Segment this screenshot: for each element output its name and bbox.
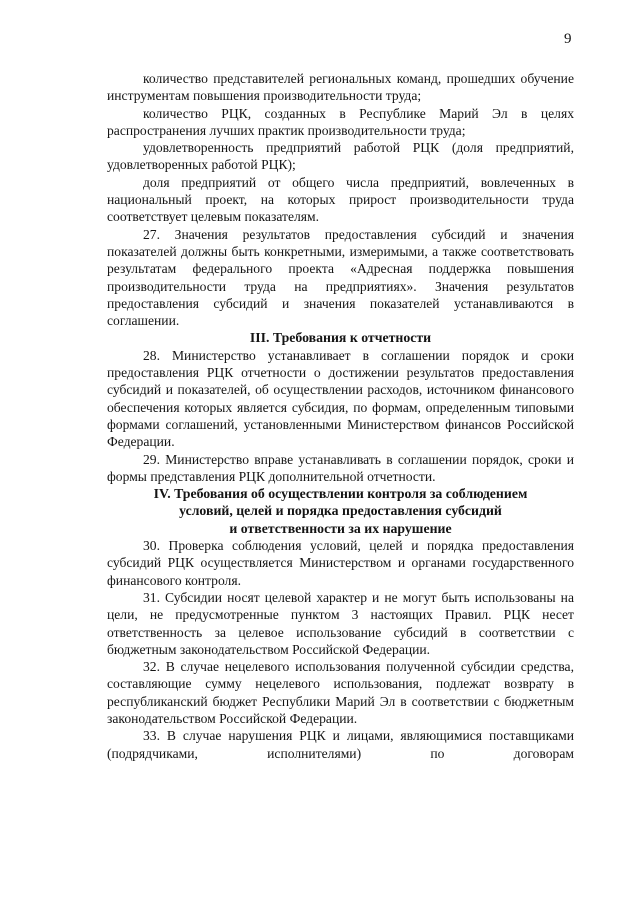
paragraph: доля предприятий от общего числа предприятий, вовлеченных в национальный проект, на которых прирост производительности труда соответствует целевым показателям.: [107, 174, 574, 225]
paragraph: количество представителей региональных команд, прошедших обучение инструментам повышения производительности труда;: [107, 71, 574, 104]
paragraph-29: 29. Министерство вправе устанавливать в соглашении порядок, сроки и формы представления РЦК дополнительной отчетности.: [107, 451, 574, 484]
section-4-heading-line: и ответственности за их нарушение: [229, 520, 452, 536]
section-3-heading: III. Требования к отчетности: [249, 330, 432, 346]
section-4-heading-line: условий, целей и порядка предоставления субсидий: [179, 503, 502, 519]
document-body: [107, 70, 574, 762]
paragraph: удовлетворенность предприятий работой РЦК (доля предприятий, удовлетворенных работой РЦК);: [107, 140, 574, 173]
section-4-heading: [107, 485, 574, 537]
paragraph-31: 31. Субсидии носят целевой характер и не могут быть использованы на цели, не предусмотренные пунктом 3 настоящих Правил. РЦК несет ответственность за целевое использование субсидий в соответствии с бюджетным законодательством Российской Федерации.: [107, 589, 574, 657]
section-4-heading-line: IV. Требования об осуществлении контроля за соблюдением: [153, 486, 528, 502]
page-number: 9: [564, 31, 572, 47]
paragraph: количество РЦК, созданных в Республике Марий Эл в целях распространения лучших практик производительности труда;: [107, 105, 574, 138]
paragraph-33: 33. В случае нарушения РЦК и лицами, являющимися поставщиками (подрядчиками, исполнителями) по договорам: [107, 728, 574, 761]
paragraph-32: 32. В случае нецелевого использования полученной субсидии средства, составляющие сумму нецелевого использования, подлежат возврату в республиканский бюджет Республики Марий Эл в соответствии с бюджетным законодательством Российской Федерации.: [107, 659, 574, 726]
paragraph-30: 30. Проверка соблюдения условий, целей и порядка предоставления субсидий РЦК осуществляется Министерством и органами государственного финансового контроля.: [107, 538, 574, 588]
paragraph-28: 28. Министерство устанавливает в соглашении порядок и сроки предоставления РЦК отчетности о достижении результатов предоставления субсидий и показателей, об осуществлении расходов, источником финансового обеспечения которых является субсидия, по формам, определенным типовыми формами соглашений, установленными Министерством финансов Российской Федерации.: [107, 347, 574, 450]
paragraph-27: 27. Значения результатов предоставления субсидий и значения показателей должны быть конкретными, измеримыми, а также соответствовать результатам федерального проекта «Адресная поддержка повышения производительности труда на предприятиях». Значения результатов предоставления субсидий и значения показателей устанавливаются в соглашении.: [107, 226, 574, 329]
